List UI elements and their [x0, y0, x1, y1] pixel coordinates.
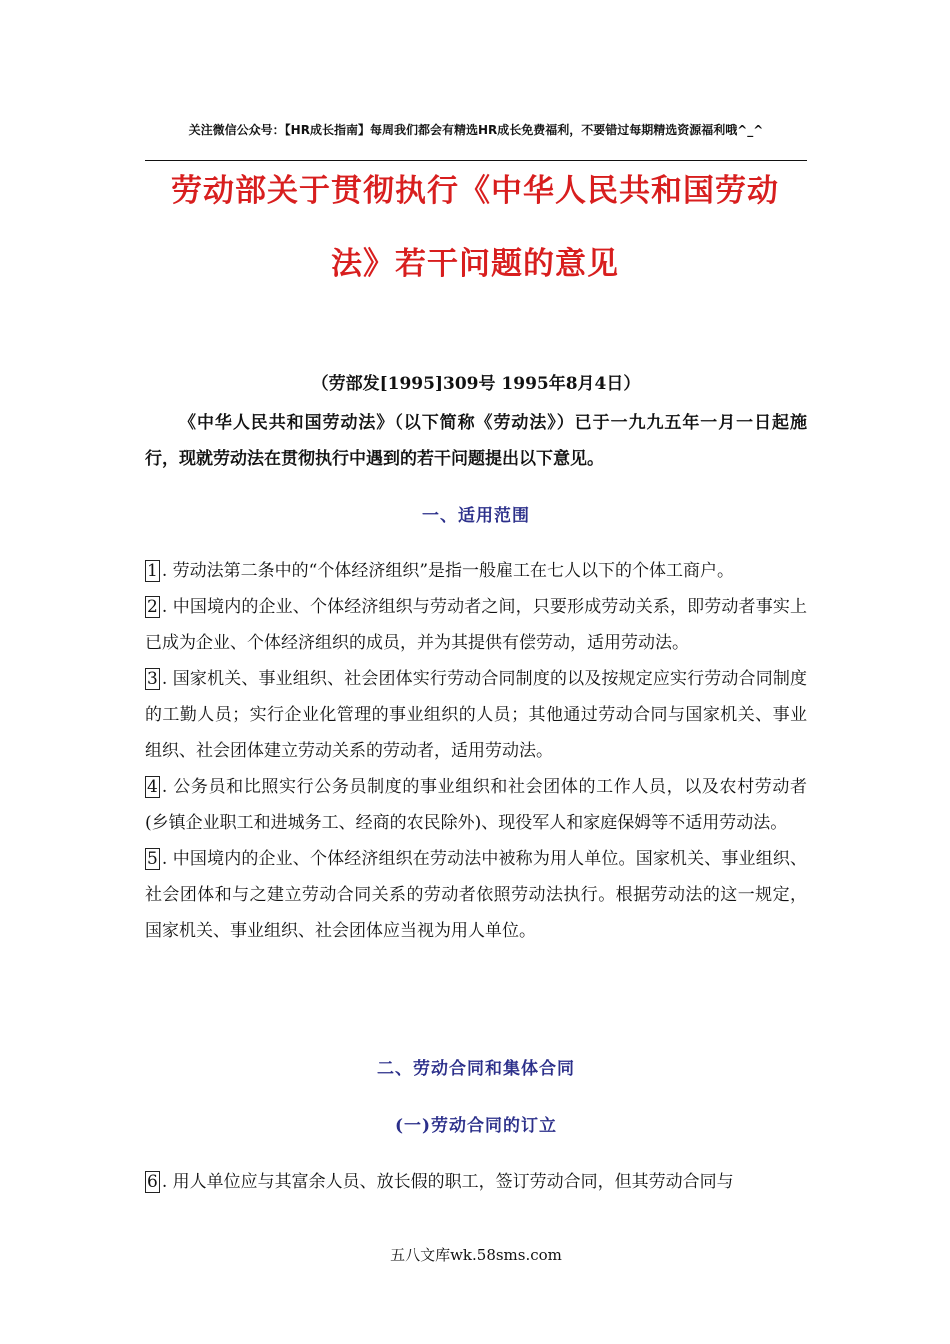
document-title-line-2: 法》若干问题的意见	[331, 246, 619, 282]
header-divider	[145, 160, 807, 161]
item-text: . 国家机关、事业组织、社会团体实行劳动合同制度的以及按规定应实行劳动合同制度的工勤人员；实行企业化管理的事业组织的人员；其他通过劳动合同与国家机关、事业组织、社会团体建立劳动关系的劳动者，适用劳动法。	[145, 669, 807, 761]
item-number: 2	[147, 597, 158, 617]
item-text: . 公务员和比照实行公务员制度的事业组织和社会团体的工作人员，以及农村劳动者(乡镇企业职工和进城务工、经商的农民除外)、现役军人和家庭保姆等不适用劳动法。	[145, 777, 807, 833]
item-text: . 劳动法第二条中的“个体经济组织”是指一般雇工在七人以下的个体工商户。	[161, 561, 735, 581]
item-number: 3	[147, 669, 158, 689]
item-text: . 中国境内的企业、个体经济组织在劳动法中被称为用人单位。国家机关、事业组织、社会团体和与之建立劳动合同关系的劳动者依照劳动法执行。根据劳动法的这一规定，国家机关、事业组织、社会团体应当视为用人单位。	[145, 849, 807, 941]
document-title-line-1: 劳动部关于贯彻执行《中华人民共和国劳动	[171, 173, 779, 209]
list-item	[145, 1164, 807, 1200]
item-number: 5	[147, 849, 158, 869]
list-item	[145, 553, 807, 589]
page-footer: 五八文库wk.58sms.com	[390, 1246, 562, 1264]
item-number: 6	[147, 1172, 158, 1192]
section-heading-contracts: 二、劳动合同和集体合同	[377, 1059, 575, 1079]
section-heading-scope: 一、适用范围	[422, 506, 530, 526]
header-note: 关注微信公众号：【HR成长指南】每周我们都会有精选HR成长免费福利，不要错过每期精选资源福利哦^_^	[188, 123, 764, 137]
list-item	[145, 661, 807, 769]
subsection-heading-contract-conclusion: (一)劳动合同的订立	[394, 1116, 558, 1136]
item-list-scope	[145, 553, 807, 949]
item-list-contracts	[145, 1164, 807, 1200]
item-text: . 中国境内的企业、个体经济组织与劳动者之间，只要形成劳动关系，即劳动者事实上已成为企业、个体经济组织的成员，并为其提供有偿劳动，适用劳动法。	[145, 597, 807, 653]
intro-paragraph: 《中华人民共和国劳动法》（以下简称《劳动法》）已于一九九五年一月一日起施行，现就劳动法在贯彻执行中遇到的若干问题提出以下意见。	[145, 413, 807, 469]
list-item	[145, 589, 807, 661]
document-number: （劳部发[1995]309号 1995年8月4日）	[311, 374, 641, 394]
item-number: 4	[147, 777, 158, 797]
list-item	[145, 769, 807, 841]
item-text: . 用人单位应与其富余人员、放长假的职工，签订劳动合同，但其劳动合同与	[161, 1172, 734, 1192]
item-number: 1	[147, 561, 158, 581]
list-item	[145, 841, 807, 949]
